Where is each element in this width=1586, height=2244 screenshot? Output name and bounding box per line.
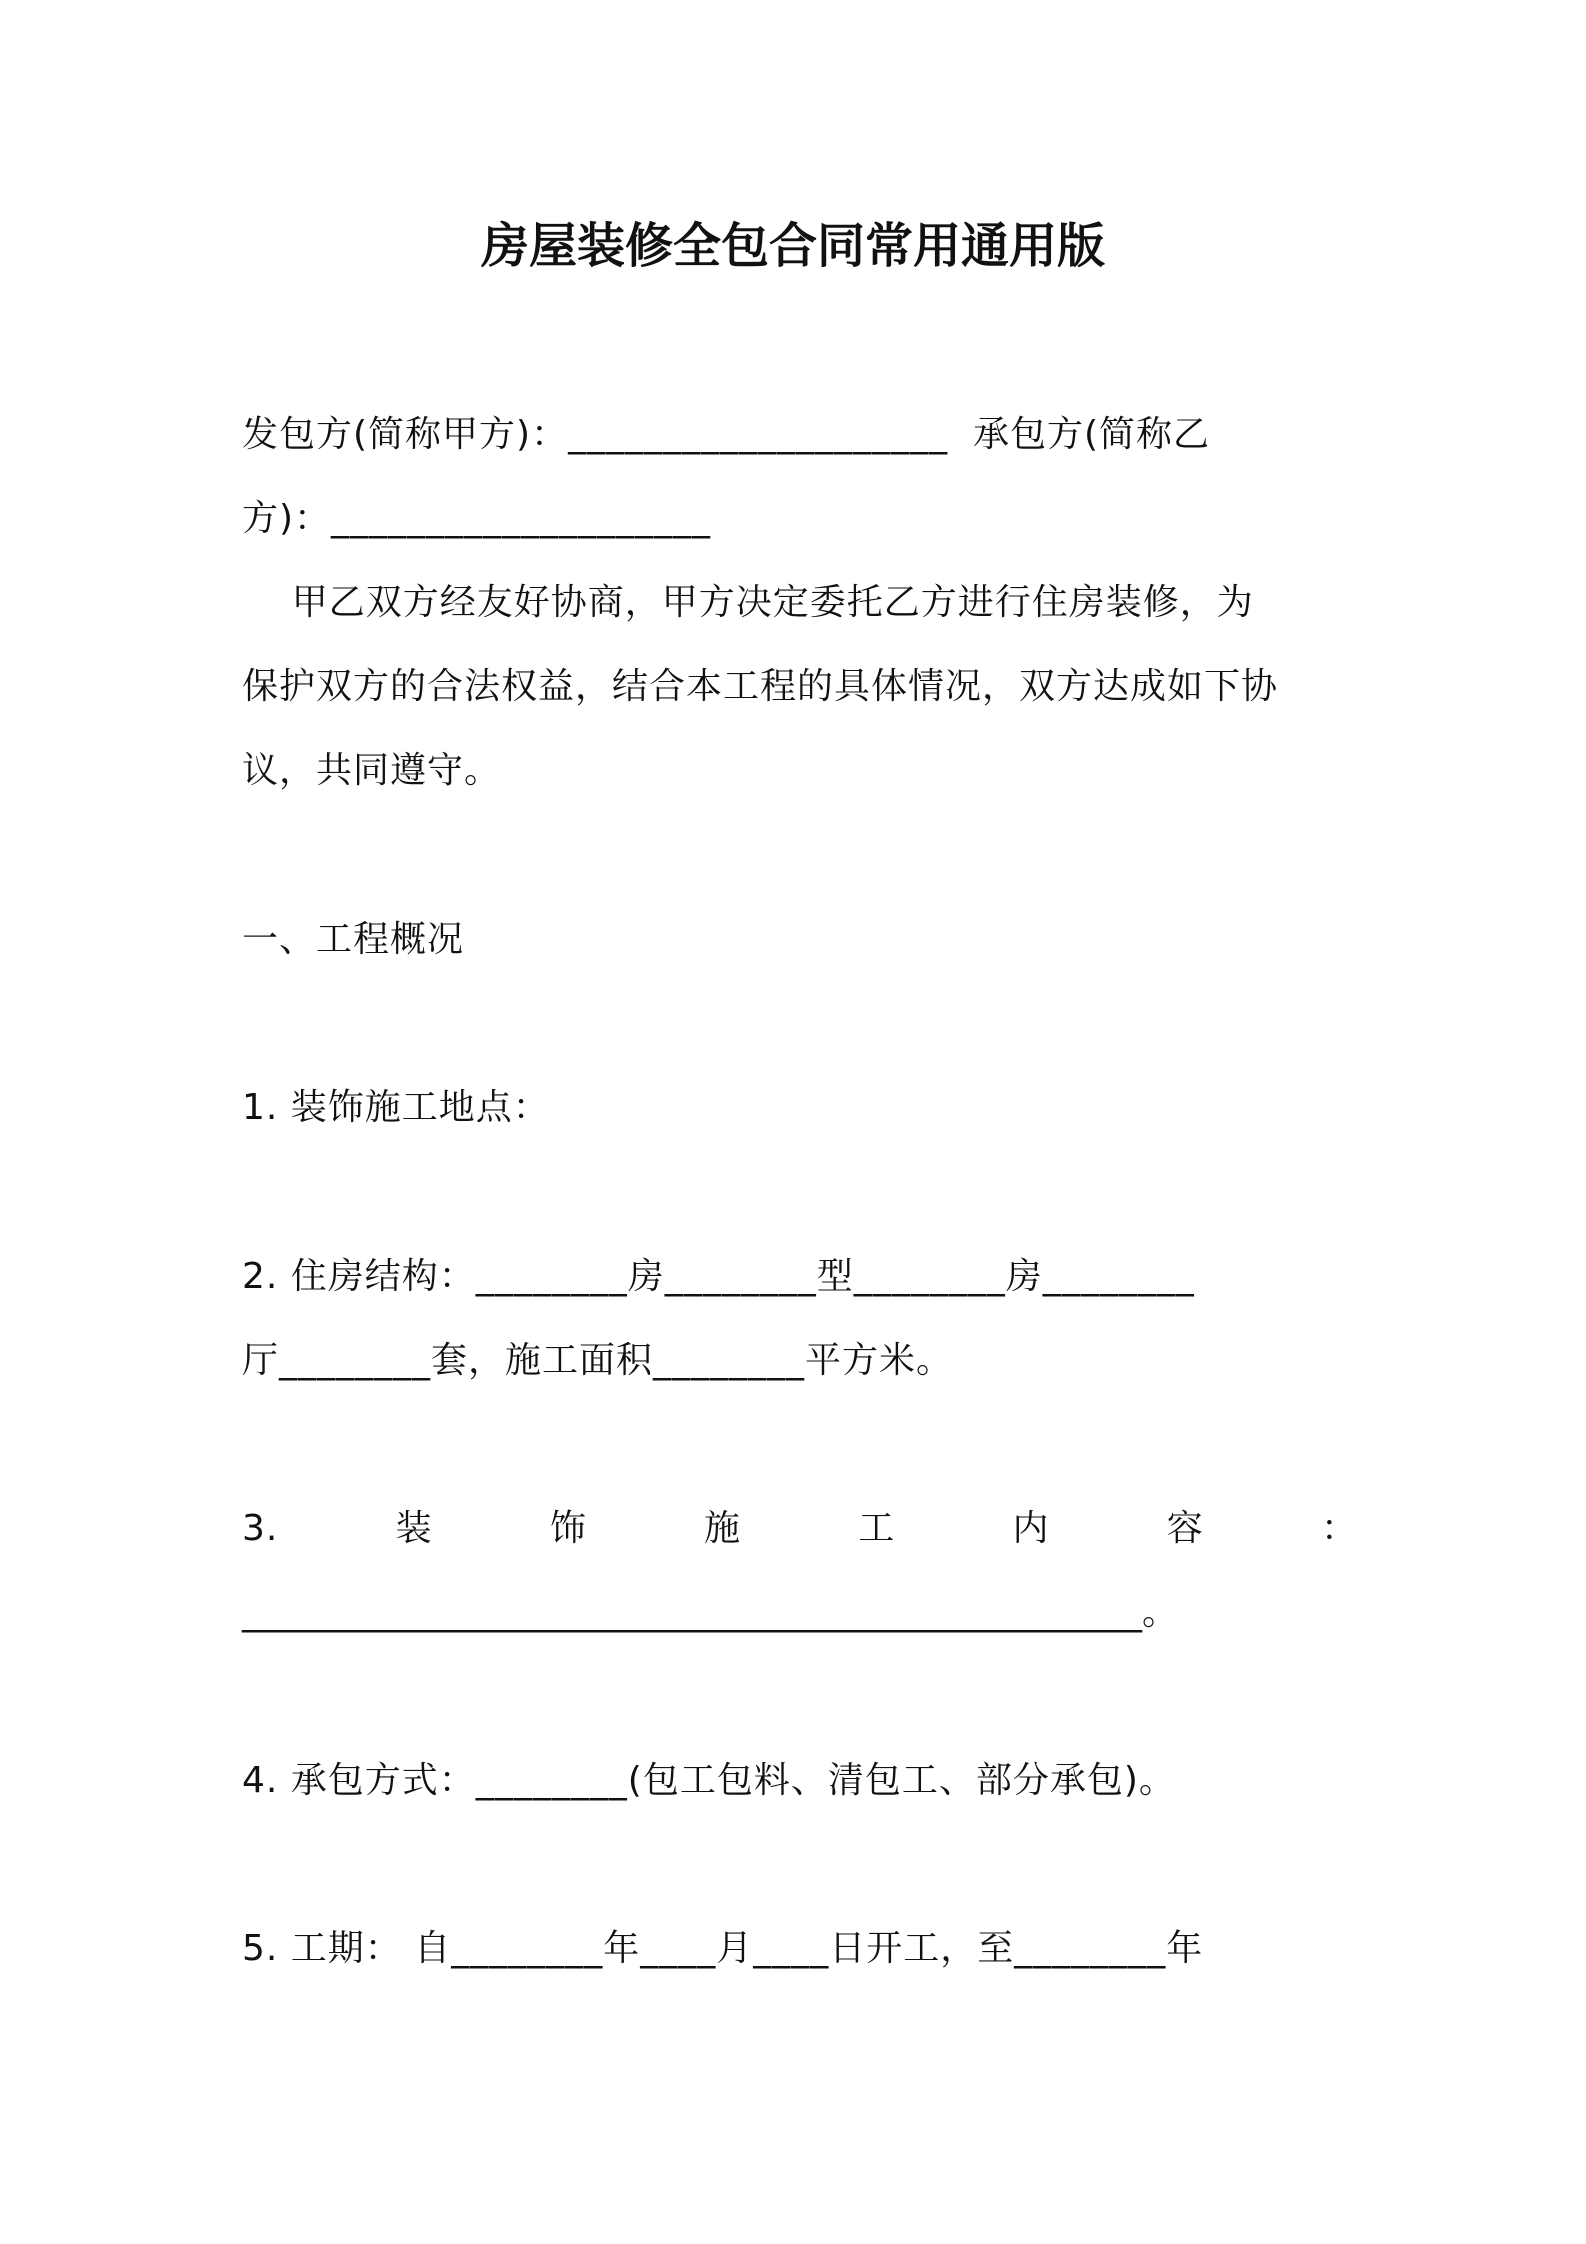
item-construction-site: 1. 装饰施工地点：	[242, 1087, 550, 1128]
item3-char: 内	[1012, 1508, 1050, 1549]
item-construction-content-line-1	[242, 1504, 1358, 1554]
parties-line-2: 方)：____________________	[242, 498, 712, 539]
item-housing-structure-line-1: 2. 住房结构：________房________型________房________	[242, 1256, 1195, 1297]
item-construction-content-line-2: __________________________________________________。	[242, 1592, 1178, 1633]
preamble-line-3: 议，共同遵守。	[242, 750, 502, 791]
item3-char: ：	[1320, 1508, 1358, 1549]
parties-line-1: 发包方(简称甲方)：____________________ 承包方(简称乙	[242, 414, 1211, 455]
document-title: 房屋装修全包合同常用通用版	[480, 218, 1105, 274]
item-housing-structure-line-2: 厅________套，施工面积________平方米。	[242, 1340, 954, 1381]
item3-char: 工	[858, 1508, 896, 1549]
item3-char: 装	[395, 1508, 433, 1549]
preamble-line-1: 甲乙双方经友好协商，甲方决定委托乙方进行住房装修，为	[242, 582, 1254, 623]
item-construction-period: 5. 工期： 自________年____月____日开工，至________年	[242, 1928, 1204, 1969]
item3-char: 饰	[549, 1508, 587, 1549]
item3-char: 3.	[242, 1508, 279, 1549]
section-heading-project-overview: 一、工程概况	[242, 919, 465, 960]
item3-char: 施	[704, 1508, 742, 1549]
item3-char: 容	[1166, 1508, 1204, 1549]
preamble-line-2: 保护双方的合法权益，结合本工程的具体情况，双方达成如下协	[242, 666, 1279, 707]
item-contract-method: 4. 承包方式：________(包工包料、清包工、部分承包)。	[242, 1760, 1176, 1801]
